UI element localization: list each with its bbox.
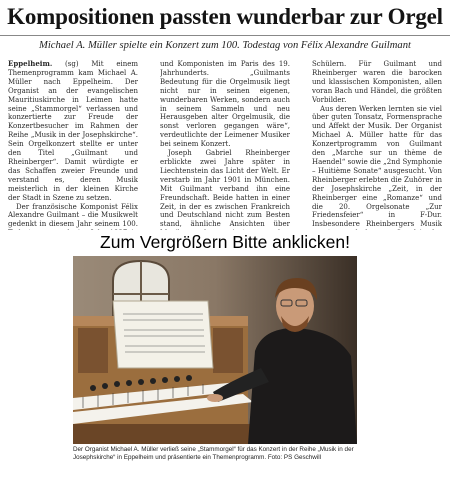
paragraph: Schülern. Für Guilmant und Rheinberger waren die barocken und klassischen Komponisten, allen voran Bach und Händel, die größten Vorbilder.: [312, 60, 442, 104]
organ-console: [73, 301, 263, 444]
article-subheadline: Michael A. Müller spielte ein Konzert zum 100. Todestag von Félix Alexandre Guilmant: [39, 40, 411, 51]
paragraph: und Komponisten im Paris des 19. Jahrhunderts. „Guilmants Bedeutung für die Orgelmusik liegt nicht nur in seinen eigenen, wunderbaren Werken, sondern auch in seinem Sammeln und neu Herausgeben alter Orgelmusik, die sonst verloren gegangen wäre“, verdeutlichte der Leimener Musiker bei seinem Konzert.: [160, 60, 290, 149]
paragraph: Aus deren Werken lernten sie viel über guten Tonsatz, Formensprache und Affekt der Musik. Der Organist Michael A. Müller hatte für das Konzertprogramm von Guilmant den „Marche sur un thème de Haendel“ sowie die „2nd Symphonie – Huitième Sonate“ ausgesucht. Von Rheinberger erlebten die Zuhörer in der Josephskirche „Zeit, in der Rheinberger eine „Romanze“ und die 20. Orgelsonate „Zur Friedensfeier“ in F-Dur. Insbesondere Rheinbergers Musik: [312, 104, 442, 229]
headline-rule: [0, 35, 450, 36]
article-column-2: [160, 60, 290, 230]
enlarge-prompt[interactable]: Zum Vergrößern Bitte anklicken!: [0, 230, 450, 256]
paragraph: Joseph Gabriel Rheinberger erblickte zwei Jahre später in Liechtenstein das Licht der Welt. Er verstarb im Jahr 1901 in München. Mit Guilmant verband ihn eine Freundschaft. Beide hatten in einer Zeit, in der es zwischen Frankreich und Deutschland nicht zum Besten stand, ähnliche Ansichten über: [160, 149, 290, 229]
photo-caption: Der Organist Michael A. Müller verließ seine „Stammorgel“ für das Konzert in der Reihe „Musik in der Josephskirche“ in Eppelheim und präsentierte ein Themenprogramm. Foto: PS Geschwill: [73, 446, 354, 461]
article-column-3: [312, 60, 442, 230]
paragraph: Der französische Komponist Félix Alexandre Guilmant – die Musikwelt gedenkt in diesem Jahr seinem 100.: [8, 202, 138, 229]
article-column-1: [8, 60, 138, 230]
organist-photo[interactable]: [73, 256, 357, 444]
article-headline: Kompositionen passten wunderbar zur Orgel: [7, 4, 443, 29]
dateline: Eppelheim.: [8, 60, 53, 68]
paragraph: Eppelheim. (sg) Mit einem Themenprogramm kam Michael A. Müller nach Eppelheim. Der Organist an der evangelischen Mauritiuskirche in Leimen hatte seine „Stammorgel“ verlassen und konzertierte zur Freude der Konzertbesucher im Rahmen der Reihe „Musik in der Josephskirche“. Sein Orgelkonzert stellte er unter den Titel „Guilmant und Rheinberger“. Damit würdigte er das Schaffen zweier Freunde und verstand es, deren Musik meisterlich in der kleinen Kirche der Stadt in Szene zu setzen.: [8, 60, 138, 202]
organ-scene: [73, 256, 357, 444]
